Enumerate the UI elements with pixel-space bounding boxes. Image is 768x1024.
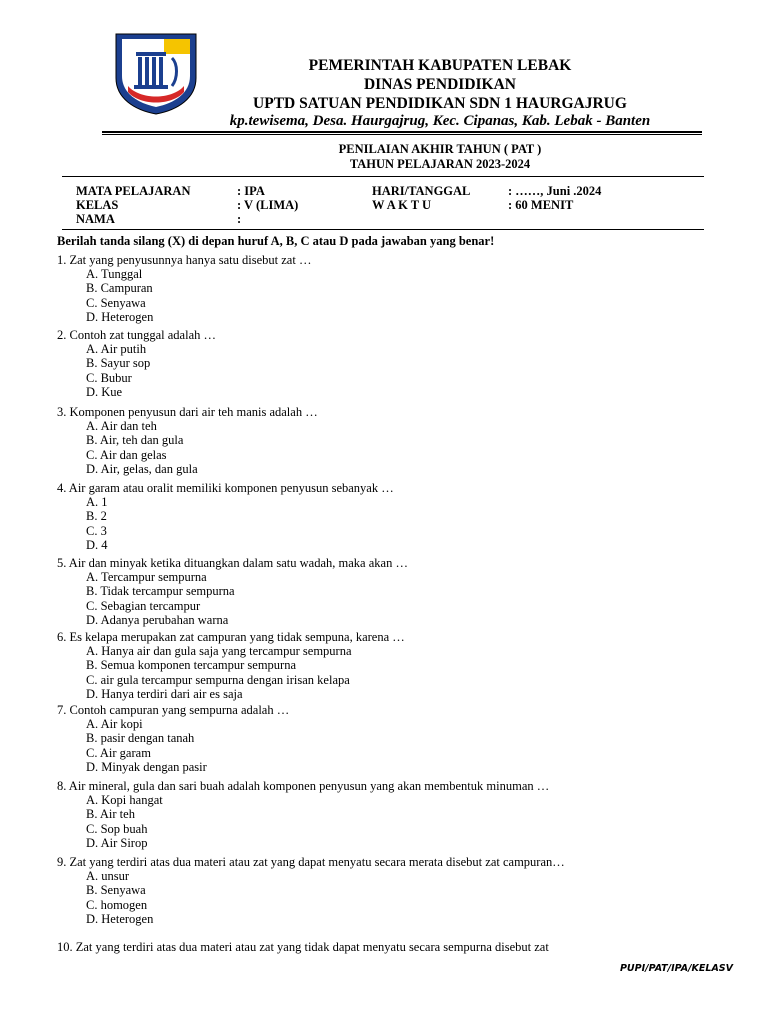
- option-c: C. Bubur: [86, 370, 132, 385]
- option-c: C. Sop buah: [86, 821, 148, 836]
- time-value: : 60 MENIT: [508, 198, 574, 212]
- question-5: [57, 556, 408, 627]
- option-b: B. Air, teh dan gula: [86, 433, 184, 448]
- option-c: C. 3: [86, 523, 107, 538]
- option-c: C. Senyawa: [86, 295, 146, 310]
- question-8: [57, 779, 549, 850]
- instruction: Berilah tanda silang (X) di depan huruf A, B, C atau D pada jawaban yang benar!: [57, 234, 495, 248]
- question-stem: 2. Contoh zat tunggal adalah …: [57, 328, 216, 342]
- question-stem: 7. Contoh campuran yang sempurna adalah …: [57, 703, 290, 717]
- name-value: :: [237, 212, 242, 226]
- option-d: D. Heterogen: [86, 309, 154, 324]
- option-d: D. Air, gelas, dan gula: [86, 461, 198, 476]
- option-b: B. Air teh: [86, 807, 135, 822]
- government-name: PEMERINTAH KABUPATEN LEBAK: [308, 57, 572, 74]
- question-9: [57, 855, 565, 926]
- exam-titles: [200, 142, 680, 172]
- option-a: A. Kopi hangat: [86, 793, 163, 808]
- option-d: D. Hanya terdiri dari air es saja: [86, 686, 243, 701]
- class-label: KELAS: [76, 198, 119, 212]
- option-a: A. 1: [86, 495, 108, 510]
- option-d: D. Adanya perubahan warna: [86, 612, 229, 627]
- option-a: A. Air putih: [86, 342, 147, 357]
- option-b: B. Semua komponen tercampur sempurna: [86, 658, 297, 673]
- option-a: A. unsur: [86, 869, 130, 884]
- question-stem: 4. Air garam atau oralit memiliki komponen penyusun sebanyak …: [57, 481, 394, 495]
- question-stem: 5. Air dan minyak ketika dituangkan dalam satu wadah, maka akan …: [57, 556, 408, 570]
- option-d: D. Minyak dengan pasir: [86, 759, 207, 774]
- option-a: A. Hanya air dan gula saja yang tercampur sempurna: [86, 644, 352, 659]
- letterhead-rule: [102, 131, 702, 133]
- option-b: B. Senyawa: [86, 883, 146, 898]
- question-1: [57, 253, 311, 324]
- question-7: [57, 703, 289, 774]
- question-stem: 6. Es kelapa merupakan zat campuran yang tidak sempuna, karena …: [57, 630, 405, 644]
- name-label: NAMA: [76, 212, 115, 226]
- option-c: C. Air garam: [86, 745, 151, 760]
- option-c: C. homogen: [86, 897, 148, 912]
- option-b: B. Tidak tercampur sempurna: [86, 584, 235, 599]
- option-a: A. Air dan teh: [86, 419, 157, 434]
- question-stem: 10. Zat yang terdiri atas dua materi atau zat yang tidak dapat menyatu secara sempurna disebut zat: [57, 940, 549, 954]
- date-value: : ……, Juni .2024: [508, 184, 602, 198]
- question-stem: 8. Air mineral, gula dan sari buah adalah komponen penyusun yang akan membentuk minuman …: [57, 779, 550, 793]
- question-3: [57, 405, 318, 476]
- subject-value: : IPA: [237, 184, 265, 198]
- school-logo: [112, 30, 200, 116]
- option-c: C. air gula tercampur sempurna dengan irisan kelapa: [86, 672, 350, 687]
- question-6: [57, 630, 405, 701]
- option-a: A. Air kopi: [86, 717, 143, 732]
- exam-title: PENILAIAN AKHIR TAHUN ( PAT ): [338, 142, 542, 156]
- option-d: D. 4: [86, 537, 108, 552]
- info-rule-bottom: [62, 229, 704, 230]
- option-d: D. Kue: [86, 384, 123, 399]
- option-d: D. Air Sirop: [86, 835, 148, 850]
- option-a: A. Tunggal: [86, 267, 143, 282]
- question-2: [57, 328, 216, 399]
- question-stem: 9. Zat yang terdiri atas dua materi atau zat yang dapat menyatu secara merata disebut zat campuran…: [57, 855, 565, 869]
- info-rule-top: [62, 176, 704, 177]
- question-stem: 1. Zat yang penyusunnya hanya satu disebut zat …: [57, 253, 312, 267]
- department-name: DINAS PENDIDIKAN: [363, 76, 516, 93]
- letterhead: [200, 56, 680, 129]
- option-c: C. Air dan gelas: [86, 447, 167, 462]
- footer-code: PUPI/PAT/IPA/KELASV: [619, 963, 733, 974]
- question-4: [57, 481, 394, 552]
- option-d: D. Heterogen: [86, 911, 154, 926]
- class-value: : V (LIMA): [237, 198, 299, 212]
- date-label: HARI/TANGGAL: [372, 184, 471, 198]
- option-a: A. Tercampur sempurna: [86, 570, 207, 585]
- time-label: W A K T U: [372, 198, 432, 212]
- school-name: UPTD SATUAN PENDIDIKAN SDN 1 HAURGAJRUG: [253, 95, 627, 112]
- option-b: B. 2: [86, 509, 107, 524]
- option-b: B. Campuran: [86, 281, 153, 296]
- option-b: B. pasir dengan tanah: [86, 731, 195, 746]
- school-address: kp.tewisema, Desa. Haurgajrug, Kec. Cipanas, Kab. Lebak - Banten: [229, 113, 651, 129]
- subject-label: MATA PELAJARAN: [76, 184, 191, 198]
- option-b: B. Sayur sop: [86, 356, 151, 371]
- question-stem: 3. Komponen penyusun dari air teh manis adalah …: [57, 405, 318, 419]
- exam-year: TAHUN PELAJARAN 2023-2024: [349, 157, 531, 171]
- letterhead-rule-thin: [102, 134, 702, 135]
- question-10: [57, 940, 549, 954]
- option-c: C. Sebagian tercampur: [86, 598, 201, 613]
